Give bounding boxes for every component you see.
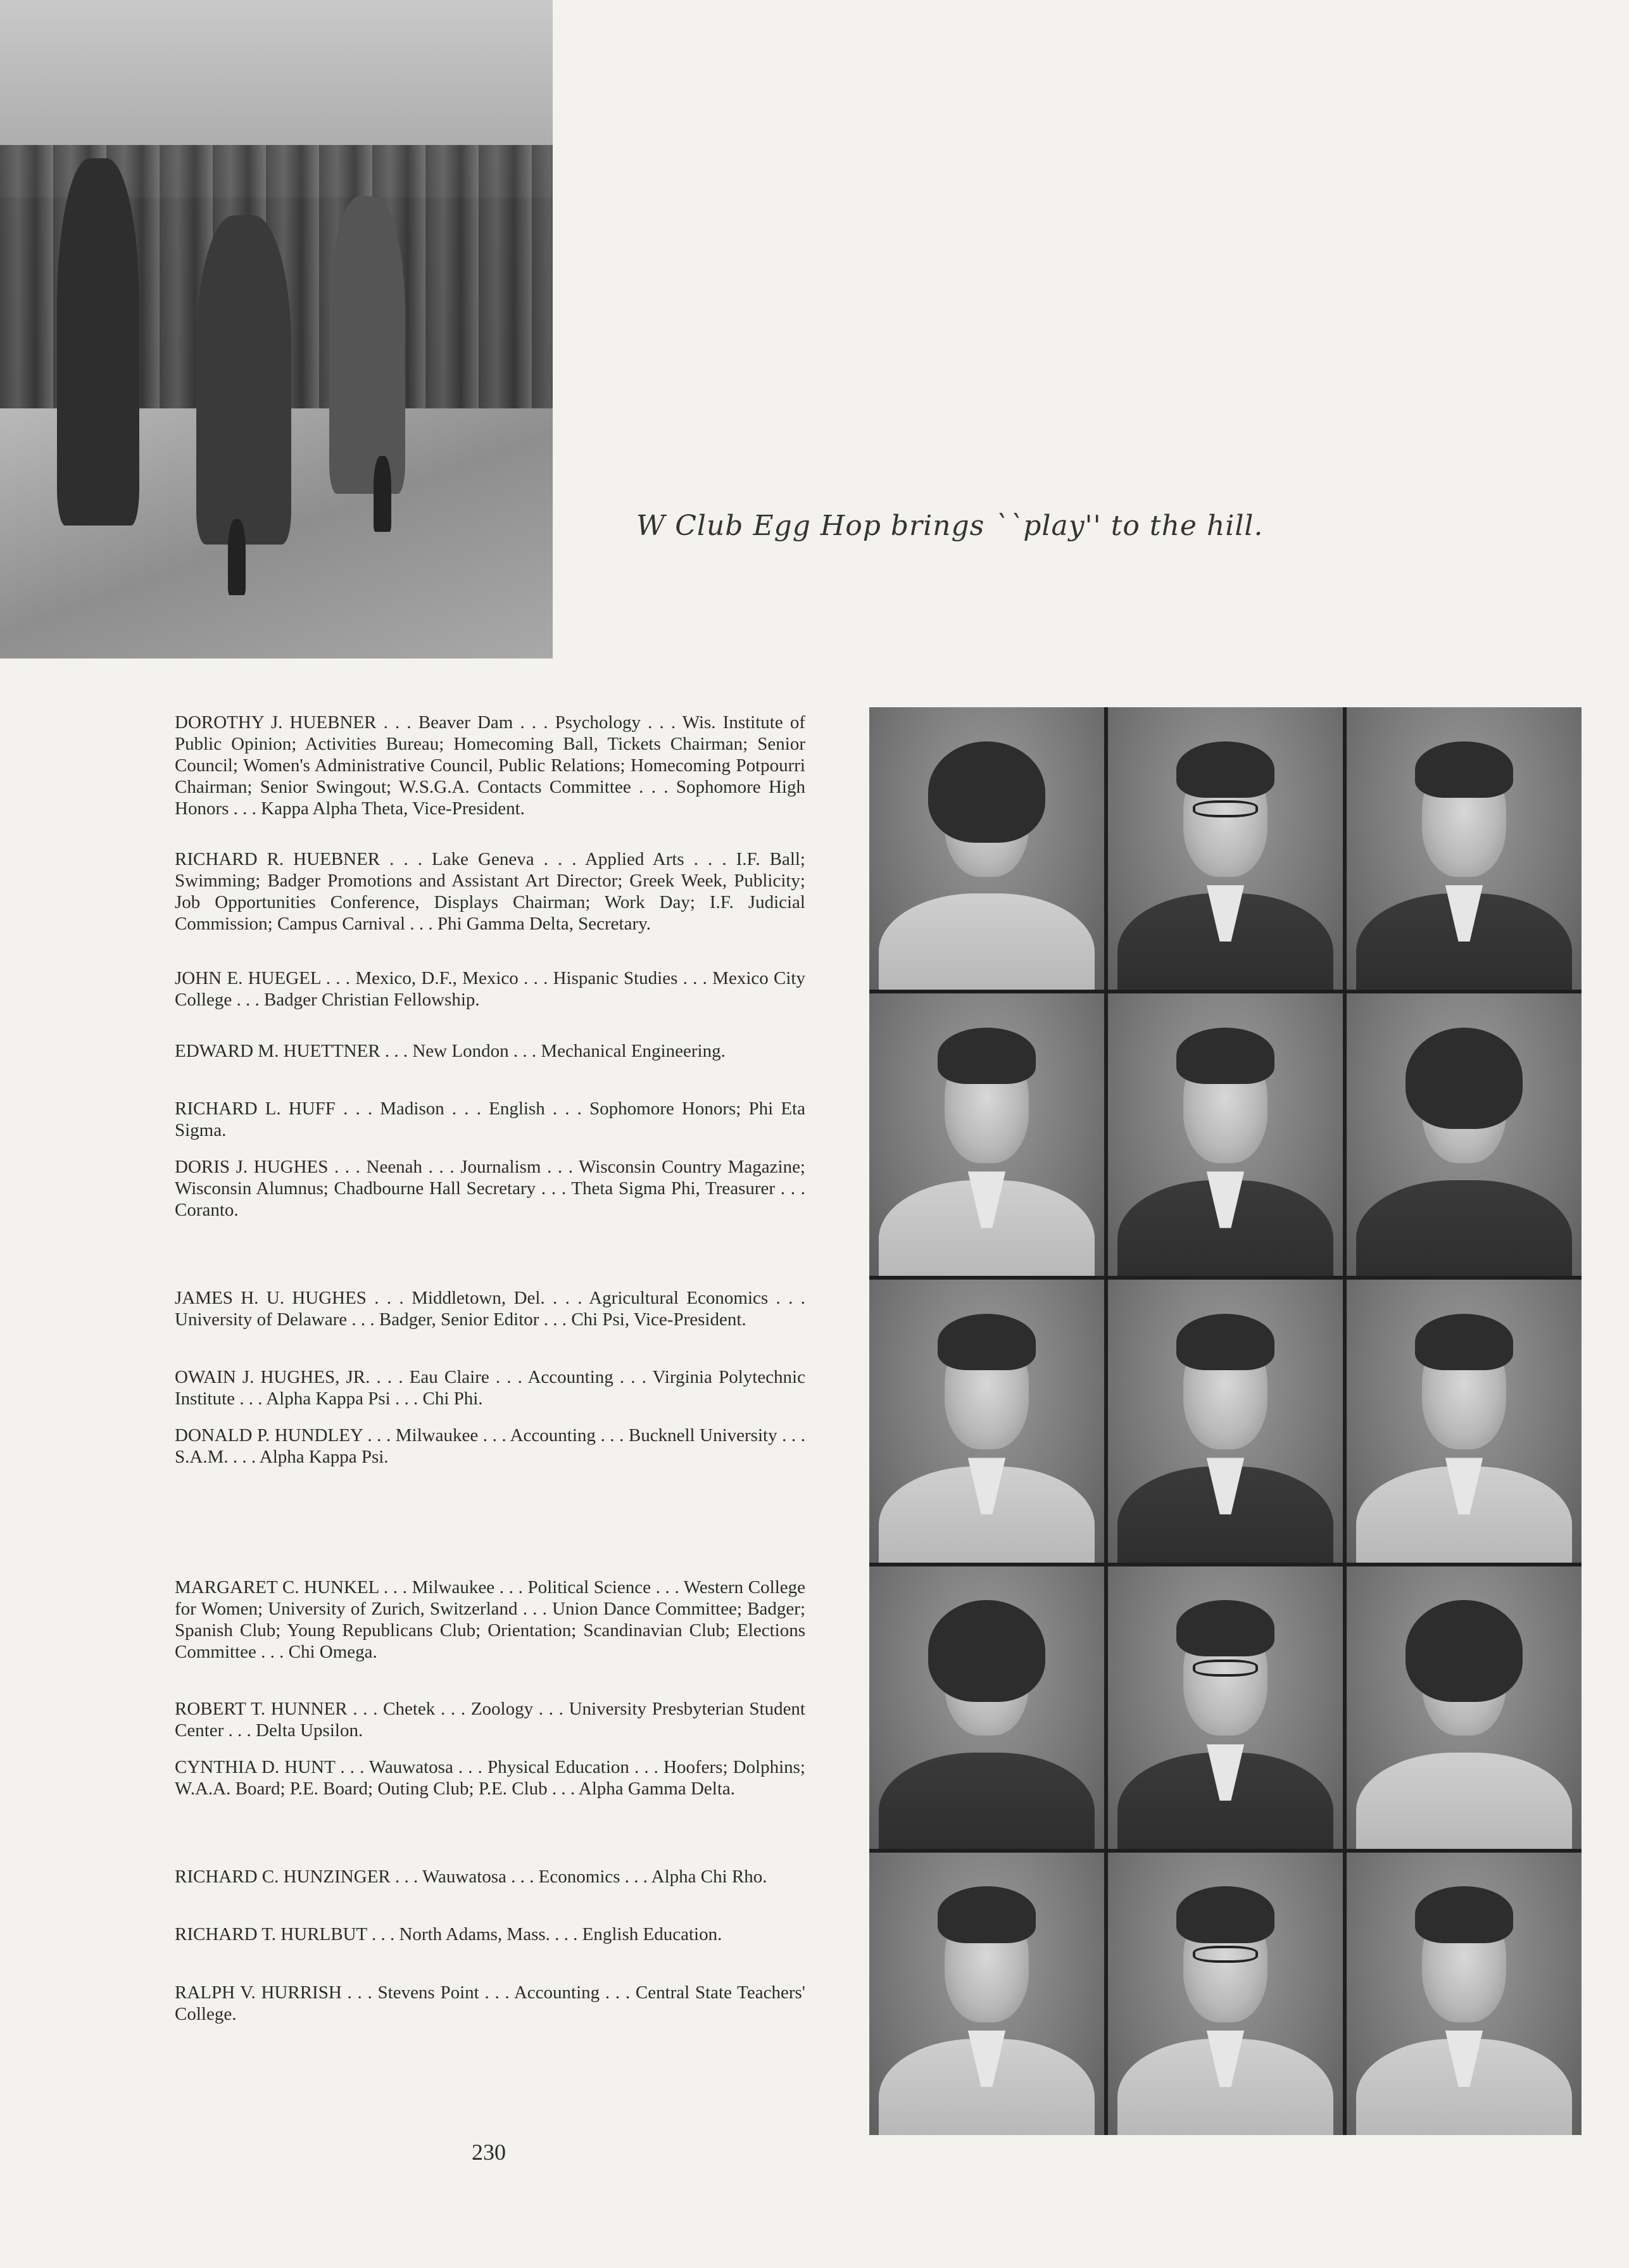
photo-figure-left xyxy=(57,158,139,526)
portrait-hunner-robert xyxy=(1108,1566,1343,1849)
entry-hunner-robert: ROBERT T. HUNNER . . . Chetek . . . Zoology . . . University Presbyterian Student Center . . . Delta Upsilon. xyxy=(175,1699,805,1741)
portrait-huebner-dorothy xyxy=(869,707,1104,990)
entry-huettner-edward: EDWARD M. HUETTNER . . . New London . . . Mechanical Engineering. xyxy=(175,1041,726,1061)
portrait-hunt-cynthia xyxy=(1347,1566,1582,1849)
portrait-hunzinger-richard xyxy=(869,1853,1104,2135)
portrait-hurlbut-richard xyxy=(1108,1853,1343,2135)
entry-hughes-doris: DORIS J. HUGHES . . . Neenah . . . Journalism . . . Wisconsin Country Magazine; Wisconsin Alumnus; Chadbourne Hall Secretary . . . Theta Sigma Phi, Treasurer . . . Coranto. xyxy=(175,1157,805,1220)
entry-huff-richard: RICHARD L. HUFF . . . Madison . . . English . . . Sophomore Honors; Phi Eta Sigma. xyxy=(175,1099,805,1140)
photo-caption: W Club Egg Hop brings ``play'' to the hill. xyxy=(636,510,1264,542)
portrait-huettner-edward xyxy=(869,993,1104,1276)
page-number: 230 xyxy=(472,2139,506,2165)
entry-huebner-richard: RICHARD R. HUEBNER . . . Lake Geneva . . . Applied Arts . . . I.F. Ball; Swimming; Badger Promotions and Assistant Art Director; Greek Week, Publicity; Job Opportunities Conference, Displays Chairman; Work Day; I.F. Judicial Commission; Campus Carnival . . . Phi Gamma Delta, Secretary. xyxy=(175,849,805,934)
portrait-hundley-donald xyxy=(1347,1280,1582,1562)
portrait-huegel-john xyxy=(1347,707,1582,990)
entry-hundley-donald: DONALD P. HUNDLEY . . . Milwaukee . . . Accounting . . . Bucknell University . . . S.A.M. . . . Alpha Kappa Psi. xyxy=(175,1425,805,1467)
portrait-hughes-james xyxy=(869,1280,1104,1562)
entry-hughes-james: JAMES H. U. HUGHES . . . Middletown, Del. . . . Agricultural Economics . . . University of Delaware . . . Badger, Senior Editor . . . Chi Psi, Vice-President. xyxy=(175,1288,805,1330)
portrait-hurrish-ralph xyxy=(1347,1853,1582,2135)
portrait-hunkel-margaret xyxy=(869,1566,1104,1849)
entry-huegel-john: JOHN E. HUEGEL . . . Mexico, D.F., Mexico . . . Hispanic Studies . . . Mexico City College . . . Badger Christian Fellowship. xyxy=(175,968,805,1010)
entry-hunt-cynthia: CYNTHIA D. HUNT . . . Wauwatosa . . . Physical Education . . . Hoofers; Dolphins; W.A.A. Board; P.E. Board; Outing Club; P.E. Club . . . Alpha Gamma Delta. xyxy=(175,1757,805,1799)
photo-figure-right xyxy=(329,196,405,494)
portrait-grid xyxy=(869,707,1582,2135)
entry-hunkel-margaret: MARGARET C. HUNKEL . . . Milwaukee . . . Political Science . . . Western College for Women; University of Zurich, Switzerland . . . Union Dance Committee; Badger; Spanish Club; Young Republicans Club; Orientation; Scandinavian Club; Elections Committee . . . Chi Omega. xyxy=(175,1577,805,1662)
entry-hughes-owain: OWAIN J. HUGHES, JR. . . . Eau Claire . . . Accounting . . . Virginia Polytechnic Institute . . . Alpha Kappa Psi . . . Chi Phi. xyxy=(175,1367,805,1409)
photo-pin-2 xyxy=(374,456,391,532)
entry-hunzinger-richard: RICHARD C. HUNZINGER . . . Wauwatosa . . . Economics . . . Alpha Chi Rho. xyxy=(175,1867,767,1887)
portrait-hughes-doris xyxy=(1347,993,1582,1276)
portrait-hughes-owain xyxy=(1108,1280,1343,1562)
photo-pin-1 xyxy=(228,519,246,595)
portrait-huff-richard xyxy=(1108,993,1343,1276)
event-photo xyxy=(0,0,553,658)
entry-huebner-dorothy: DOROTHY J. HUEBNER . . . Beaver Dam . . . Psychology . . . Wis. Institute of Public Opinion; Activities Bureau; Homecoming Ball, Tickets Chairman; Senior Council; Women's Administrative Council, Public Relations; Homecoming Potpourri Chairman; Senior Swingout; W.S.G.A. Contacts Committee . . . Sophomore High Honors . . . Kappa Alpha Theta, Vice-President. xyxy=(175,712,805,819)
entry-hurrish-ralph: RALPH V. HURRISH . . . Stevens Point . . . Accounting . . . Central State Teachers' College. xyxy=(175,1982,805,2024)
portrait-huebner-richard xyxy=(1108,707,1343,990)
photo-figure-center xyxy=(196,215,291,545)
entry-hurlbut-richard: RICHARD T. HURLBUT . . . North Adams, Mass. . . . English Education. xyxy=(175,1924,722,1944)
